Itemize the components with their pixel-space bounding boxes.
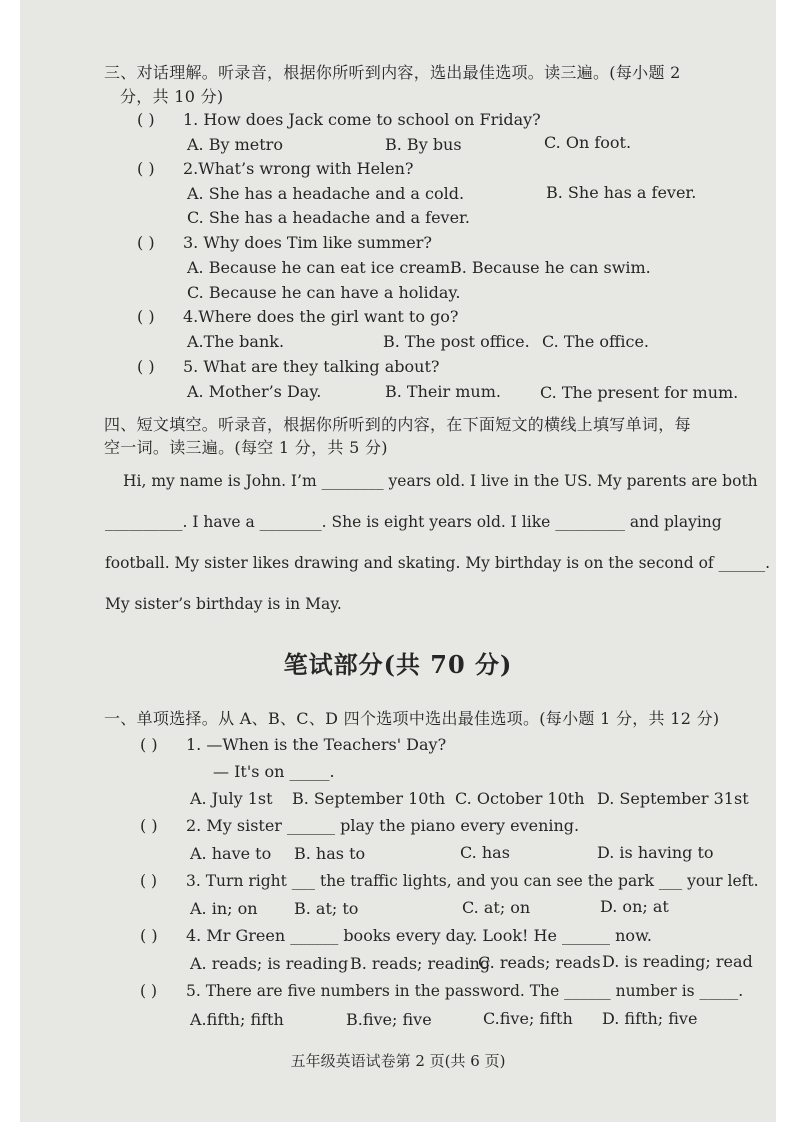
question-stem: 1. —When is the Teachers' Day? [186, 735, 447, 754]
question-row [140, 870, 759, 892]
answer-bracket[interactable]: ( ) [137, 233, 155, 252]
section4-heading-line1: 四、短文填空。听录音，根据你所听到的内容，在下面短文的横线上填写单词，每 [104, 415, 691, 434]
question-stem: 3. Turn right ___ the traffic lights, and you can see the park ___ your left. [186, 872, 759, 890]
option-c: C. has [460, 843, 510, 862]
question-row [137, 158, 414, 180]
option-a: A.The bank. [187, 332, 285, 351]
answer-bracket[interactable]: ( ) [140, 872, 158, 890]
answer-bracket[interactable]: ( ) [137, 110, 155, 129]
answer-bracket[interactable]: ( ) [140, 982, 158, 1000]
option-c: C. On foot. [544, 133, 632, 152]
option-c: C. She has a headache and a fever. [187, 208, 471, 227]
option-c: C. October 10th [455, 789, 585, 808]
question-stem: 1. How does Jack come to school on Friday? [183, 110, 541, 129]
question-row [137, 232, 432, 254]
option-a: A. Because he can eat ice cream. [187, 258, 456, 277]
dialogue-reply: — It's on _____. [213, 762, 335, 781]
option-b: B.five; five [346, 1010, 432, 1029]
option-b: B. reads; reading [350, 954, 491, 973]
answer-bracket[interactable]: ( ) [140, 816, 158, 835]
question-stem: 5. What are they talking about? [183, 357, 440, 376]
answer-bracket[interactable]: ( ) [140, 926, 158, 945]
question-stem: 2. My sister ______ play the piano every evening. [186, 816, 580, 835]
question-row [140, 980, 743, 1002]
passage-line: football. My sister likes drawing and skating. My birthday is on the second of ______. [105, 554, 771, 572]
question-stem: 2.What’s wrong with Helen? [183, 159, 414, 178]
option-a: A. have to [190, 844, 272, 863]
option-b: B. at; to [294, 899, 359, 918]
section3-heading-line2: 分，共 10 分) [120, 87, 224, 106]
option-a: A. She has a headache and a cold. [187, 184, 465, 203]
option-b: B. Their mum. [385, 382, 501, 401]
question-row [140, 925, 652, 947]
option-d: D. September 31st [597, 789, 749, 808]
option-a: A. July 1st [190, 789, 273, 808]
answer-bracket[interactable]: ( ) [140, 735, 158, 754]
option-b: B. has to [294, 844, 366, 863]
option-a: A.fifth; fifth [190, 1010, 284, 1029]
answer-bracket[interactable]: ( ) [137, 159, 155, 178]
question-row [137, 109, 541, 131]
answer-bracket[interactable]: ( ) [137, 357, 155, 376]
option-c: C. reads; reads [478, 953, 601, 972]
passage-line: __________. I have a ________. She is eight years old. I like _________ and playing [105, 513, 722, 531]
section3-heading-line1: 三、对话理解。听录音，根据你所听到内容，选出最佳选项。读三遍。(每小题 2 [104, 63, 681, 82]
option-c: C. at; on [462, 898, 531, 917]
option-c: C. The present for mum. [540, 383, 739, 402]
option-a: A. Mother’s Day. [187, 382, 322, 401]
question-row [140, 734, 446, 756]
option-d: D. on; at [600, 897, 669, 916]
option-b: B. By bus [385, 135, 462, 154]
question-row [137, 306, 458, 328]
option-c: C. The office. [542, 332, 650, 351]
option-d: D. fifth; five [602, 1009, 698, 1028]
option-a: A. reads; is reading [190, 954, 349, 973]
question-stem: 5. There are five numbers in the password. The ______ number is _____. [186, 982, 744, 1000]
option-b: B. Because he can swim. [450, 258, 651, 277]
section1-heading: 一、单项选择。从 A、B、C、D 四个选项中选出最佳选项。(每小题 1 分，共 12 分) [104, 709, 720, 728]
question-row [140, 815, 579, 837]
page-footer: 五年级英语试卷第 2 页(共 6 页) [290, 1052, 506, 1070]
option-c: C.five; fifth [483, 1009, 573, 1028]
question-stem: 4.Where does the girl want to go? [183, 307, 459, 326]
option-b: B. The post office. [383, 332, 530, 351]
option-c: C. Because he can have a holiday. [187, 283, 461, 302]
option-a: A. By metro [187, 135, 283, 154]
exam-page [20, 0, 776, 1122]
question-stem: 4. Mr Green ______ books every day. Look! He ______ now. [186, 926, 652, 945]
option-b: B. She has a fever. [546, 183, 697, 202]
passage-line: My sister’s birthday is in May. [105, 595, 342, 613]
option-d: D. is reading; read [602, 952, 753, 971]
option-a: A. in; on [190, 899, 258, 918]
answer-bracket[interactable]: ( ) [137, 307, 155, 326]
option-b: B. September 10th [292, 789, 446, 808]
passage-line: Hi, my name is John. I’m ________ years old. I live in the US. My parents are both [123, 472, 758, 490]
section4-heading-line2: 空一词。读三遍。(每空 1 分，共 5 分) [104, 438, 388, 457]
written-part-title: 笔试部分(共 70 分) [283, 650, 513, 679]
option-d: D. is having to [597, 843, 714, 862]
question-row [137, 356, 439, 378]
question-stem: 3. Why does Tim like summer? [183, 233, 432, 252]
